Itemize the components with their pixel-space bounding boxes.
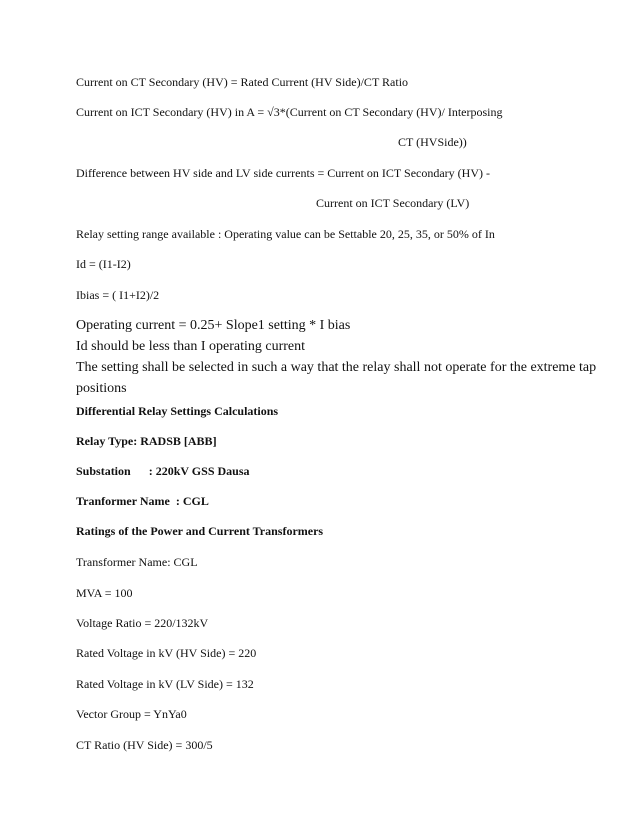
vector-group: Vector Group = YnYa0 — [76, 707, 187, 721]
rated-voltage-lv: Rated Voltage in kV (LV Side) = 132 — [76, 677, 254, 691]
substation: Substation : 220kV GSS Dausa — [76, 464, 250, 478]
id-formula: Id = (I1-I2) — [76, 257, 131, 271]
setting-note-cont: positions — [76, 381, 127, 396]
ct-secondary-formula: Current on CT Secondary (HV) = Rated Current (HV Side)/CT Ratio — [76, 75, 409, 89]
difference-formula: Difference between HV side and LV side currents = Current on ICT Secondary (HV) - — [76, 166, 490, 180]
operating-current-formula: Operating current = 0.25+ Slope1 setting * I bias — [76, 318, 351, 333]
ct-ratio-hv: CT Ratio (HV Side) = 300/5 — [76, 738, 213, 752]
relay-setting-range: Relay setting range available : Operating value can be Settable 20, 25, 35, or 50% of In — [76, 227, 495, 241]
mva-value: MVA = 100 — [76, 586, 133, 600]
voltage-ratio: Voltage Ratio = 220/132kV — [76, 616, 209, 630]
ict-secondary-formula: Current on ICT Secondary (HV) in A = √3*(Current on CT Secondary (HV)/ Interposing — [76, 105, 503, 119]
id-condition: Id should be less than I operating current — [76, 339, 305, 354]
rated-voltage-hv: Rated Voltage in kV (HV Side) = 220 — [76, 646, 257, 660]
ratings-heading: Ratings of the Power and Current Transformers — [76, 524, 324, 538]
section-title: Differential Relay Settings Calculations — [76, 404, 279, 418]
transformer-name-heading: Tranformer Name : CGL — [76, 494, 209, 508]
ibias-formula: Ibias = ( I1+I2)/2 — [76, 288, 160, 302]
setting-note: The setting shall be selected in such a way that the relay shall not operate for the extreme tap — [76, 360, 597, 375]
transformer-name: Transformer Name: CGL — [76, 555, 198, 569]
ict-secondary-formula-cont: CT (HVSide)) — [398, 135, 467, 149]
difference-formula-cont: Current on ICT Secondary (LV) — [316, 196, 470, 210]
relay-type: Relay Type: RADSB [ABB] — [76, 434, 217, 448]
